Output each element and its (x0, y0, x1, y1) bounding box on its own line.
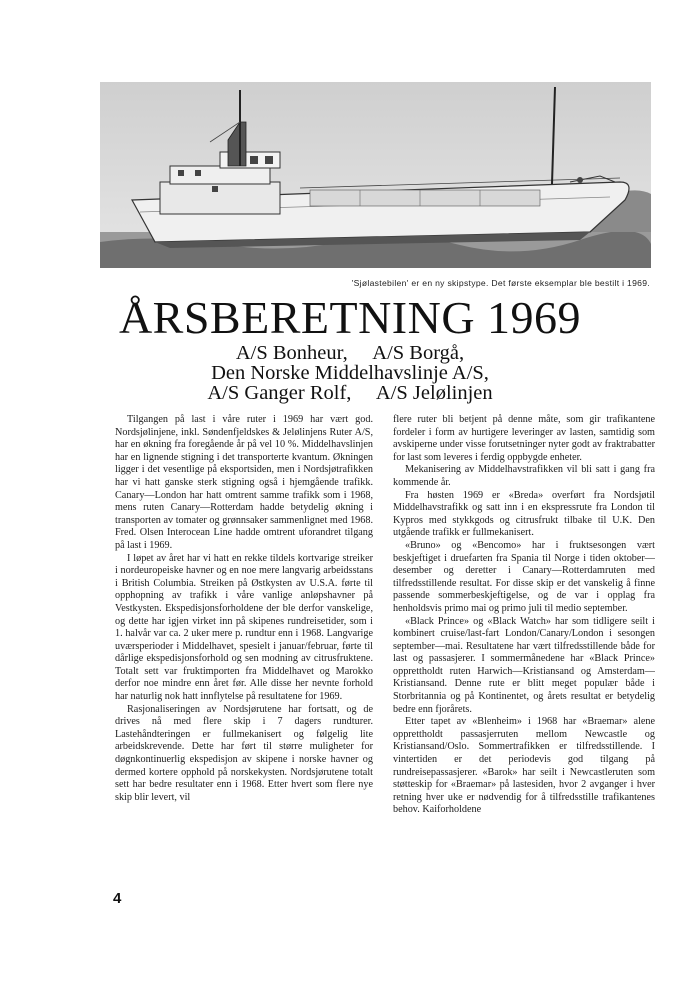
paragraph: Etter tapet av «Blenheim» i 1968 har «Braemar» alene opprettholdt passasjerruten mellom Newcastle og Kristiansand/Oslo. Sommertrafikken er tilfredsstillende. I vintertiden er det periodevis god tilgang på rundreisepassasjerer. «Barok» har seilt i Newcastleruten som støtteskip for «Braemar» på lastesiden, hvor 2 avganger i hver retning hver uke er nødvendig for å tilfredsstille trafikantenes behov. Kaiforholdene (393, 716, 655, 816)
paragraph: I løpet av året har vi hatt en rekke tildels kortvarige streiker i nordeuropeiske havner og en noe mere langvarig arbeidsstans i British Columbia. Streiken på Østkysten av U.S.A. førte til opphopning av trafikk i våre vanlige anløpshavner på Vestkysten. Ekspedisjonsforholdene der ble derfor vanskelige, og dette har igjen virket inn på skipenes rundreisetider, som i 1. halvår var ca. 2 uker mere p. rundtur enn i 1968. Langvarige uværsperioder i Middelhavet, spesielt i januar/februar, førte til dårlige ekspedisjonsforhold og sen modning av citrusfruktene. Totalt sett var fruktimporten fra Middelhavet og Marokko derfor noe mindre enn året før. Alle disse her nevnte forhold har naturlig nok hatt innflytelse på resultatene for 1969. (115, 552, 373, 703)
ship-illustration (100, 82, 651, 268)
paragraph: Rasjonaliseringen av Nordsjørutene har fortsatt, og de drives nå med flere skip i 7 dagers rundturer. Lastehåndteringen er fullmekanisert og følgelig lite arbeidskrevende. Dette har ført til større muligheter for døgnkontinuerlig ekspedisjon av skipene i norske havner og dermed kortere opphold på norskekysten. Nordsjørutene totalt sett har bedre resultater enn i 1968. Etter hvert som flere nye skip blir levert, vil (115, 703, 373, 803)
paragraph: «Black Prince» og «Black Watch» har som tidligere seilt i kombinert cruise/last-fart London/Canary/London i sesongen september—mai. Resultatene har vært tilfredsstillende både for last og passasjerer. I sommermånedene har «Black Prince» opprettholdt ruten Harwich—Kristiansand og Amsterdam—Kristiansand. Denne rute er blitt meget populær både i Storbritannia og på Kontinentet, og årets resultat er betydelig bedre enn fjorårets. (393, 615, 655, 715)
paragraph: Tilgangen på last i våre ruter i 1969 har vært god. Nordsjølinjene, inkl. Søndenfjeldskes & Jelølinjens Ruter A/S, har en økning fra foregående år på vel 10 %. Middelhavslinjen har en lignende stigning i det transporterte kvantum. Økningen ligger i det vesentlige på eksportsiden, men i Nordsjøtrafikken har vi hatt ganske sterk stigning også i hjemgående trafikk. Canary—London har hatt omtrent samme trafikk som i 1968, mens ruten Canary—Rotterdam hadde betydelig økning i transporten av tomater og grønnsaker sammenlignet med 1968. Fred. Olsen Interocean Line hadde omtrent uforandret tilgang på last i 1969. (115, 414, 373, 551)
ship-photo (100, 82, 651, 268)
paragraph: flere ruter bli betjent på denne måte, som gir trafikantene fordeler i form av hurtigere leveringer av lasten, samtidig som avskiperne under visse forutsetninger nyter godt av fraktrabatter for last som leveres i ferdig oppbygde enheter. (393, 414, 655, 463)
companies-line-1: A/S Bonheur, A/S Borgå, (235, 342, 465, 364)
photo-caption: 'Sjølastebilen' er en ny skipstype. Det første eksemplar ble bestilt i 1969. (351, 278, 650, 288)
paragraph: «Bruno» og «Bencomo» har i fruktsesongen vært beskjeftiget i druefarten fra Spania til Norge i tiden oktober—desember og deretter i Canary—Rotterdamruten med tilfredsstillende resultat. For disse skip er det vanskelig å finne passende sommerbeskjeftigelse, og de var i opplag fra henholdsvis primo mai og primo juli til medio september. (393, 539, 655, 614)
left-column (115, 414, 373, 804)
right-column (393, 414, 655, 817)
paragraph: Mekanisering av Middelhavstrafikken vil bli satt i gang fra kommende år. (393, 464, 655, 488)
page-title: ÅRSBERETNING 1969 (118, 292, 582, 343)
page-number: 4 (113, 890, 122, 907)
companies-line-3: A/S Ganger Rolf, A/S Jelølinjen (207, 382, 493, 404)
paragraph: Fra høsten 1969 er «Breda» overført fra Nordsjøtil Middelhavstrafikk og satt inn i en ekspressrute fra London til Kypros med stykkgods og citrusfrukt tilbake til U.K. Den utgående trafikk er fullmekanisert. (393, 489, 655, 539)
companies-line-2: Den Norske Middelhavslinje A/S, (211, 362, 489, 384)
